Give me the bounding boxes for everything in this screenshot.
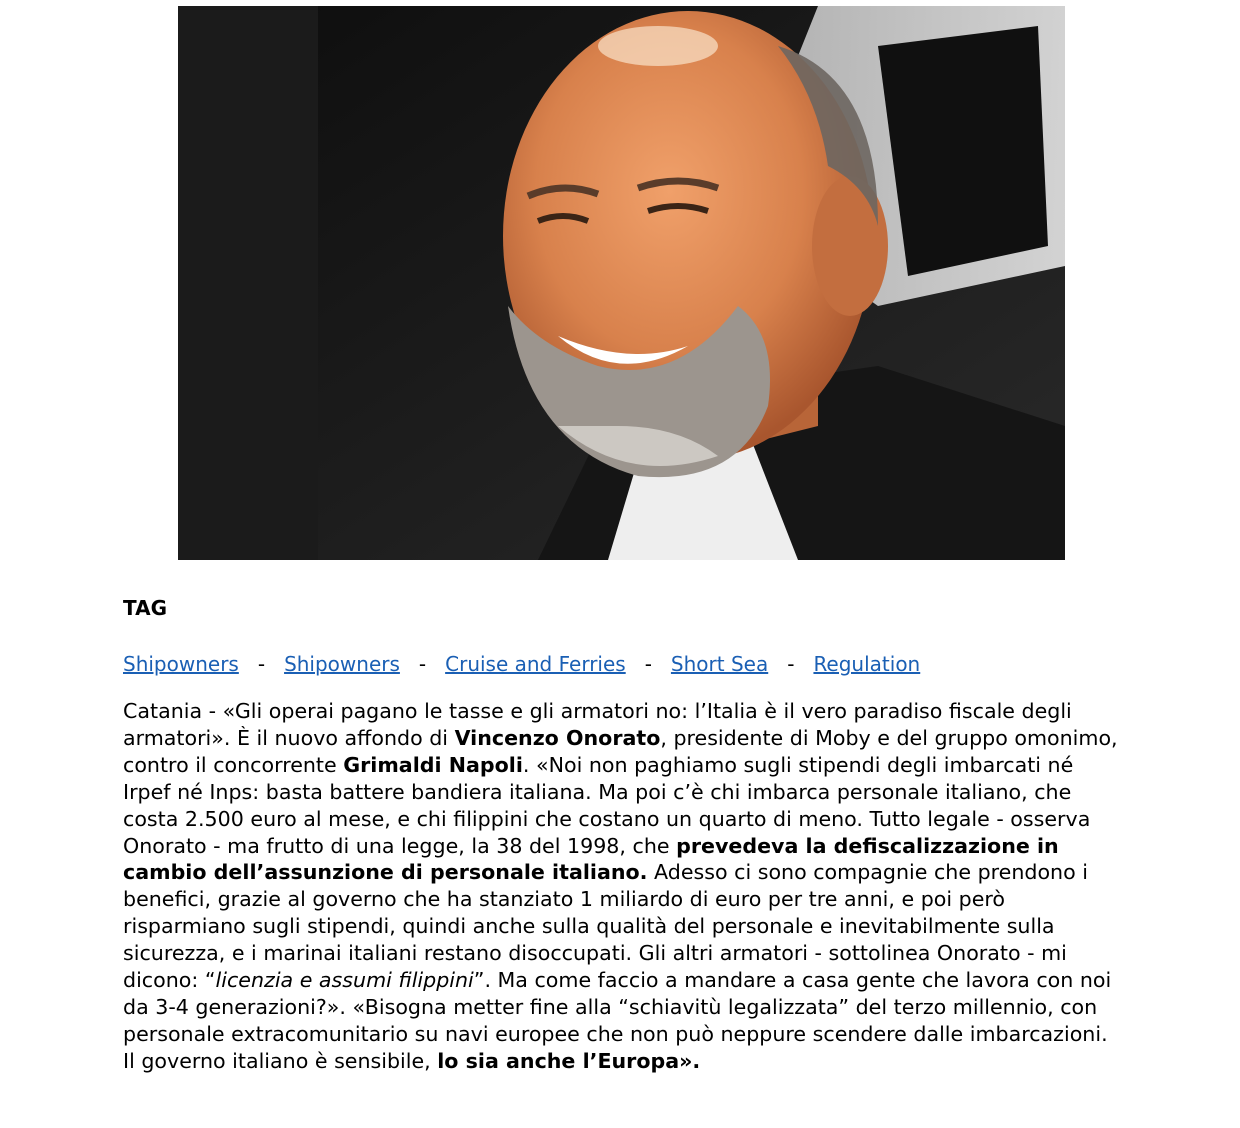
tag-link-shipowners-2[interactable]: Shipowners bbox=[284, 652, 400, 676]
tag-link-shipowners-1[interactable]: Shipowners bbox=[123, 652, 239, 676]
tag-separator: - bbox=[257, 652, 266, 676]
article-emphasis: prevedeva la defiscalizzazione in cambio dell’assunzione di personale italiano. bbox=[123, 833, 1059, 885]
tag-list bbox=[123, 650, 920, 678]
person-name: Vincenzo Onorato bbox=[454, 725, 661, 750]
article-text: ”. Ma come faccio a mandare a casa gente che lavora con noi da 3-4 generazioni?». «Bisogna metter fine alla “schiavitù legalizzata” del terzo millennio, con personale extracomunitario su navi europee che non può neppure scendere dalle imbarcazioni. Il governo italiano è sensibile, bbox=[123, 968, 1112, 1073]
tag-separator: - bbox=[644, 652, 652, 676]
tag-separator: - bbox=[418, 652, 427, 676]
article-body bbox=[123, 698, 1123, 1075]
tag-separator: - bbox=[787, 652, 795, 676]
article-text: . «Noi non paghiamo sugli stipendi degli imbarcati né Irpef né Inps: basta battere bandiera italiana. Ma poi c’è chi imbarca personale italiano, che costa 2.500 euro al mese, e chi filippini che costano un quarto di meno. Tutto legale - osserva Onorato - ma frutto di una legge, la 38 del 1998, che bbox=[123, 752, 1091, 858]
tag-heading: TAG bbox=[123, 596, 167, 620]
article-closing-emphasis: lo sia anche l’Europa». bbox=[437, 1048, 701, 1073]
article-text: , presidente di Moby e del gruppo omonimo, contro il concorrente bbox=[123, 725, 1118, 777]
tag-link-regulation[interactable]: Regulation bbox=[813, 652, 921, 676]
article-text: Catania - «Gli operai pagano le tasse e gli armatori no: l’Italia è il vero paradiso fiscale degli armatori». È il nuovo affondo di bbox=[123, 699, 1072, 750]
article-quote: licenzia e assumi filippini bbox=[215, 968, 474, 993]
tag-link-short-sea[interactable]: Short Sea bbox=[670, 652, 769, 676]
company-name: Grimaldi Napoli bbox=[343, 752, 523, 777]
portrait-illustration bbox=[178, 6, 1065, 560]
article-text: Adesso ci sono compagnie che prendono i benefici, grazie al governo che ha stanziato 1 miliardo di euro per tre anni, e poi però risparmiano sugli stipendi, quindi anche sulla qualità del personale e inevitabilmente sulla sicurezza, e i marinai italiani restano disoccupati. Gli altri armatori - sottolinea Onorato - mi dicono: “ bbox=[123, 860, 1088, 993]
tag-link-cruise-and-ferries[interactable]: Cruise and Ferries bbox=[445, 652, 626, 676]
portrait-photo bbox=[178, 6, 1065, 560]
